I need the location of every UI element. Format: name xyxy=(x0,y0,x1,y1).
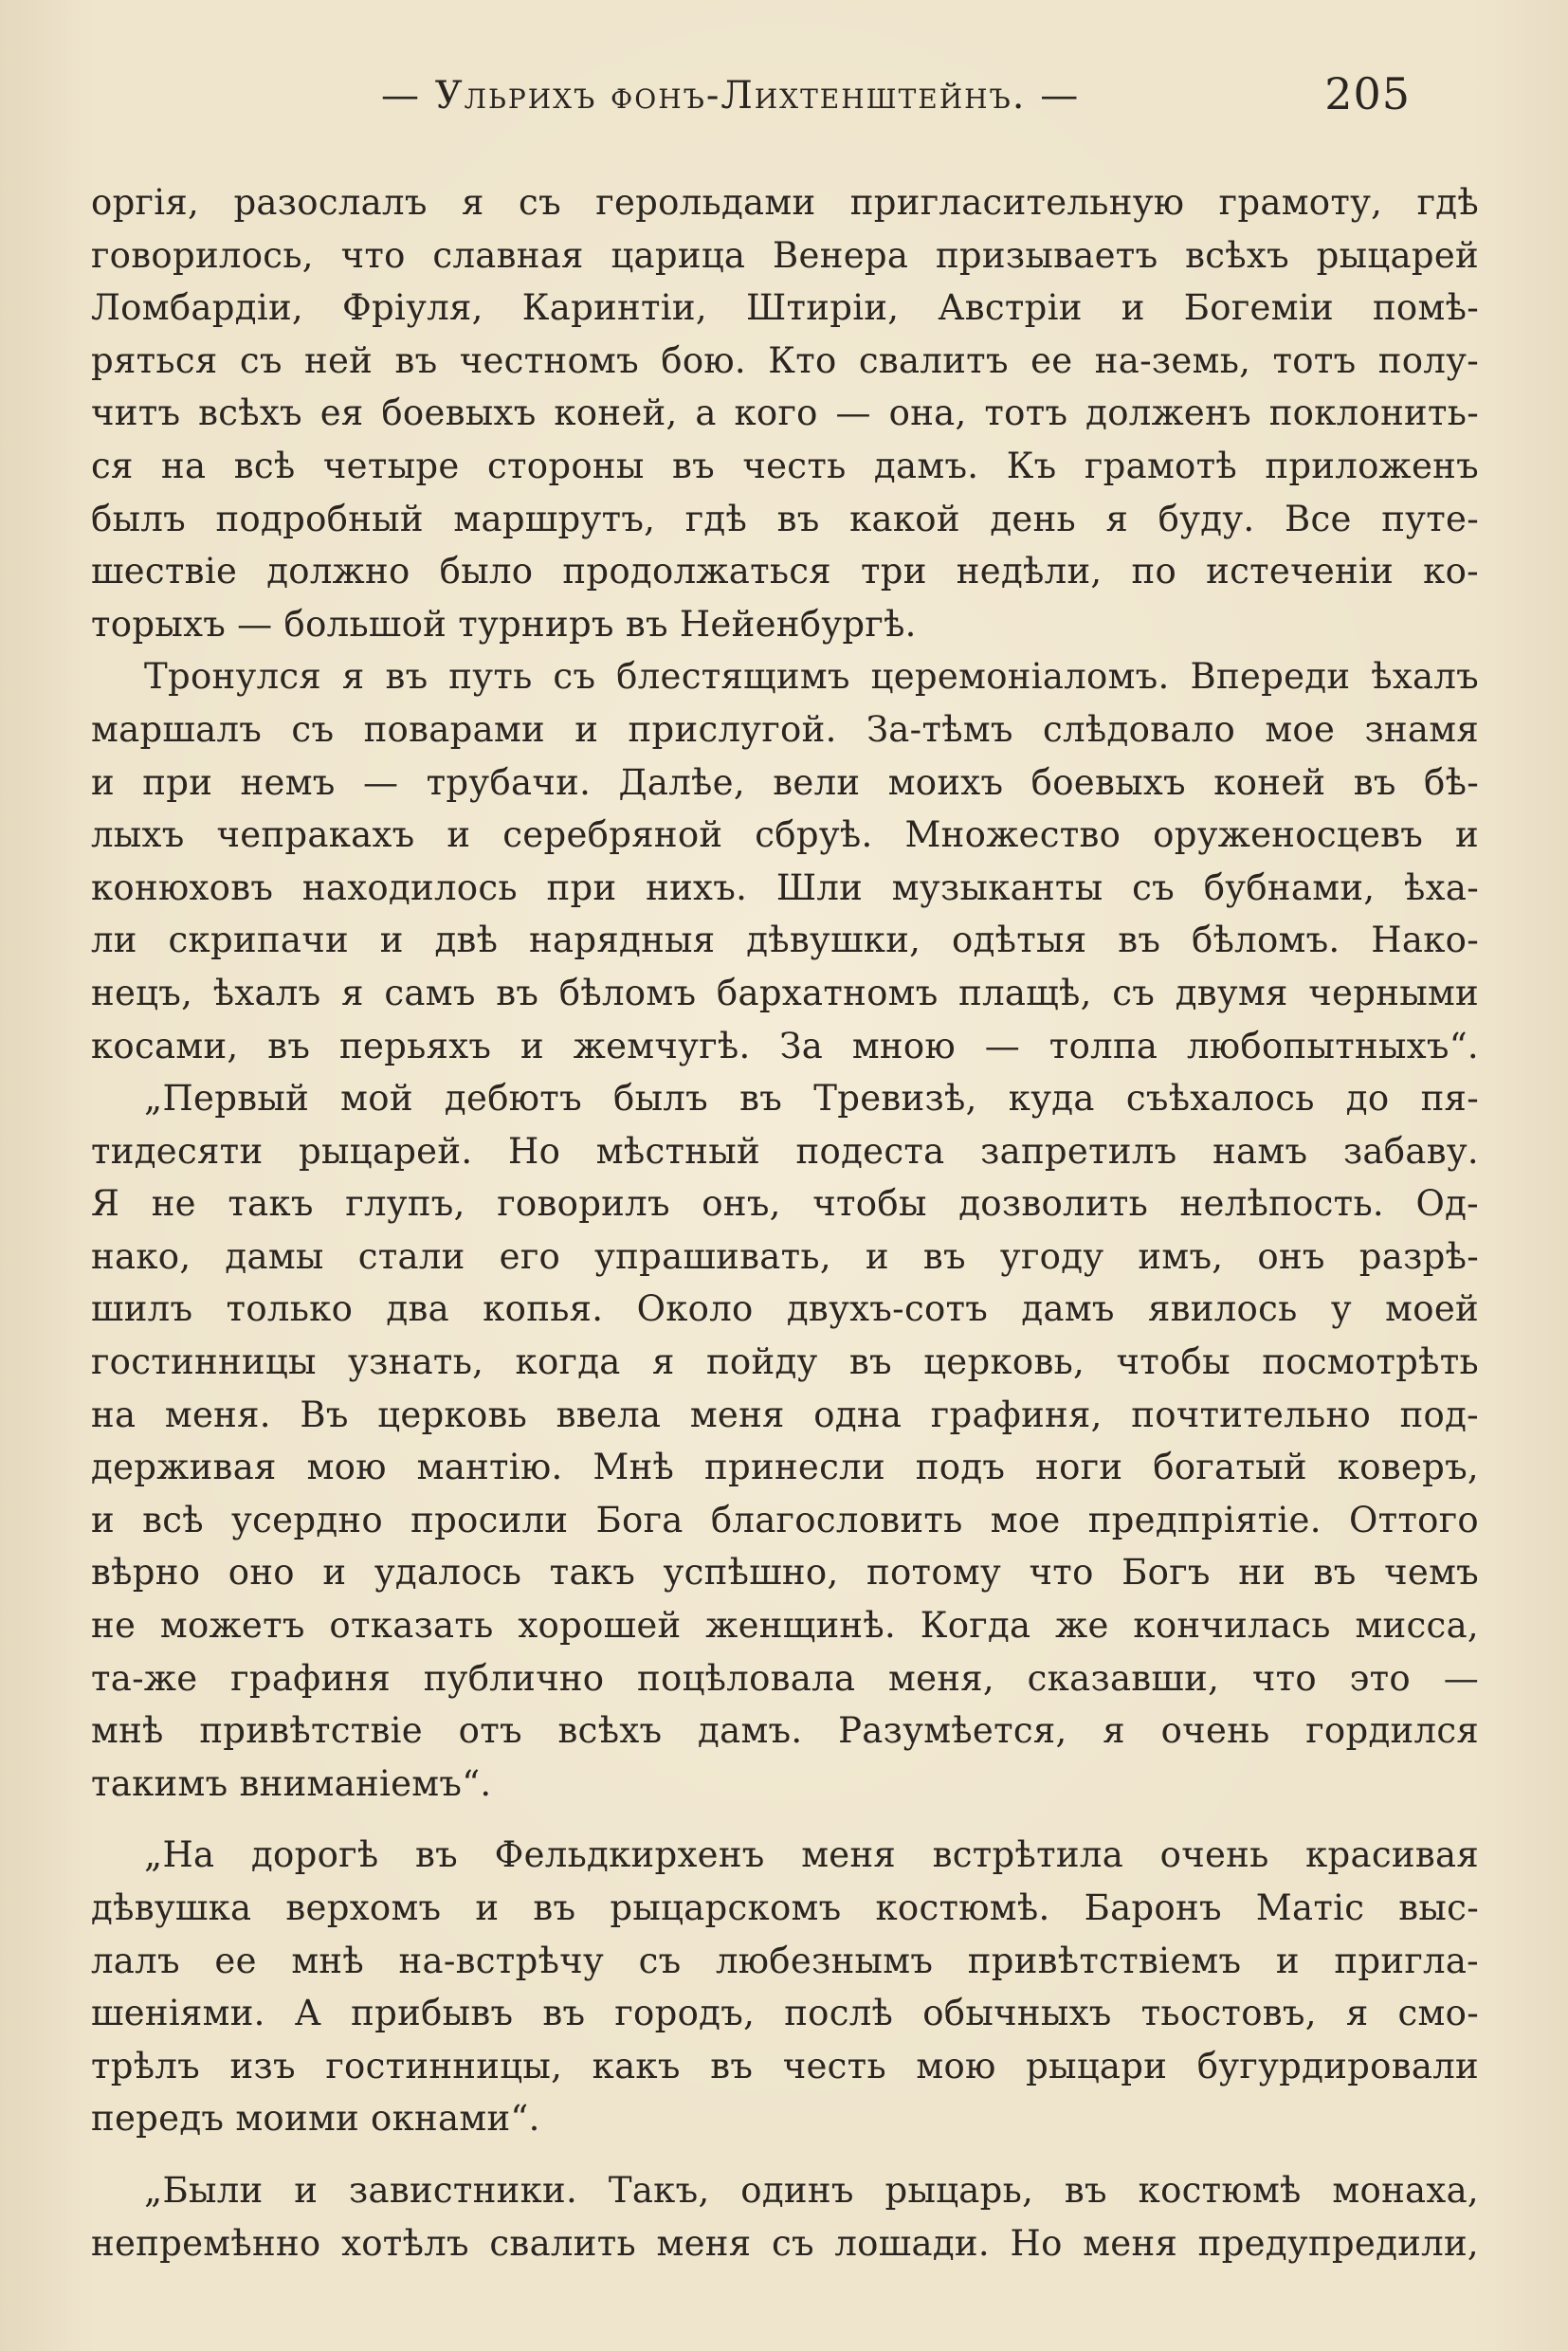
text-line: „Были и завистники. Такъ, одинъ рыцарь, въ костюмѣ монаха, xyxy=(144,2169,1479,2211)
text-line: на меня. Въ церковь ввела меня одна графиня, почтительно под- xyxy=(91,1394,1479,1435)
text-line: маршалъ съ поварами и прислугой. За-тѣмъ слѣдовало мое знамя xyxy=(91,708,1479,750)
page-number: 205 xyxy=(1324,68,1411,119)
paragraph xyxy=(91,650,1479,1072)
text-line: не можетъ отказать хорошей женщинѣ. Когда же кончилась мисса, xyxy=(91,1605,1479,1647)
text-line: ряться съ ней въ честномъ бою. Кто свалитъ ее на-земь, тотъ полу- xyxy=(91,339,1479,381)
text-line: непремѣнно хотѣлъ свалить меня съ лошади. Но меня предупредили, xyxy=(91,2222,1479,2264)
paragraph xyxy=(91,176,1479,650)
text-line: та-же графиня публично поцѣловала меня, сказавши, что это — xyxy=(91,1657,1479,1699)
text-line: нако, дамы стали его упрашивать, и въ угоду имъ, онъ разрѣ- xyxy=(91,1235,1479,1277)
text-line: держивая мою мантію. Мнѣ принесли подъ ноги богатый коверъ, xyxy=(91,1447,1479,1488)
paragraph xyxy=(91,1829,1479,2145)
text-line: „На дорогѣ въ Фельдкирхенъ меня встрѣтила очень красивая xyxy=(144,1834,1479,1876)
text-line: косами, въ перьяхъ и жемчугѣ. За мною — толпа любопытныхъ“. xyxy=(91,1025,1479,1066)
text-line: „Первый мой дебютъ былъ въ Тревизѣ, куда съѣхалось до пя- xyxy=(144,1078,1479,1120)
text-line: былъ подробный маршрутъ, гдѣ въ какой день я буду. Все путе- xyxy=(91,498,1479,539)
text-line: Ломбардіи, Фріуля, Каринтіи, Штиріи, Австріи и Богеміи помѣ- xyxy=(91,287,1479,329)
text-line: лалъ ее мнѣ на-встрѣчу съ любезнымъ привѣтствіемъ и пригла- xyxy=(91,1940,1479,1981)
text-line: такимъ вниманіемъ“. xyxy=(91,1762,492,1804)
text-line: говорилось, что славная царица Венера призываетъ всѣхъ рыцарей xyxy=(91,234,1479,276)
text-line: трѣлъ изъ гостинницы, какъ въ честь мою рыцари бугурдировали xyxy=(91,2045,1479,2087)
text-line: шеніями. А прибывъ въ городъ, послѣ обычныхъ тьостовъ, я смо- xyxy=(91,1993,1479,2034)
paragraph xyxy=(91,1072,1479,1810)
text-line: торыхъ — большой турниръ въ Нейенбургѣ. xyxy=(91,603,917,645)
text-line: читъ всѣхъ ея боевыхъ коней, а кого — она, тотъ долженъ поклонить- xyxy=(91,392,1479,434)
text-line: шествіе должно было продолжаться три недѣли, по истеченіи ко- xyxy=(91,551,1479,592)
text-line: лыхъ чепракахъ и серебряной сбруѣ. Множество оруженосцевъ и xyxy=(91,814,1479,856)
running-title: — Ульрихъ фонъ-Лихтенштейнъ. — xyxy=(381,74,1081,118)
text-line: мнѣ привѣтствіе отъ всѣхъ дамъ. Разумѣется, я очень гордился xyxy=(91,1710,1479,1752)
text-line: и при немъ — трубачи. Далѣе, вели моихъ боевыхъ коней въ бѣ- xyxy=(91,761,1479,803)
text-line: Тронулся я въ путь съ блестящимъ церемоніаломъ. Впереди ѣхалъ xyxy=(144,656,1479,698)
text-line: передъ моими окнами“. xyxy=(91,2098,540,2140)
text-line: гостинницы узнать, когда я пойду въ церковь, чтобы посмотрѣть xyxy=(91,1341,1479,1383)
running-head xyxy=(87,68,1479,131)
text-line: дѣвушка верхомъ и въ рыцарскомъ костюмѣ. Баронъ Матіс выс- xyxy=(91,1887,1479,1928)
text-line: Я не такъ глупъ, говорилъ онъ, чтобы дозволить нелѣпость. Од- xyxy=(91,1183,1479,1225)
text-line: вѣрно оно и удалось такъ успѣшно, потому что Богъ ни въ чемъ xyxy=(91,1552,1479,1594)
text-line: оргія, разослалъ я съ герольдами пригласительную грамоту, гдѣ xyxy=(91,182,1479,223)
text-line: ли скрипачи и двѣ нарядныя дѣвушки, одѣтыя въ бѣломъ. Нако- xyxy=(91,920,1479,961)
text-line: ся на всѣ четыре стороны въ честь дамъ. Къ грамотѣ приложенъ xyxy=(91,445,1479,486)
paragraph xyxy=(91,2164,1479,2269)
text-line: конюховъ находилось при нихъ. Шли музыканты съ бубнами, ѣха- xyxy=(91,866,1479,908)
text-line: тидесяти рыцарей. Но мѣстный подеста запретилъ намъ забаву. xyxy=(91,1130,1479,1172)
text-line: шилъ только два копья. Около двухъ-сотъ дамъ явилось у моей xyxy=(91,1288,1479,1330)
body-text xyxy=(91,176,1479,2269)
text-line: нецъ, ѣхалъ я самъ въ бѣломъ бархатномъ плащѣ, съ двумя черными xyxy=(91,972,1479,1013)
text-line: и всѣ усердно просили Бога благословить мое предпріятіе. Оттого xyxy=(91,1499,1479,1540)
